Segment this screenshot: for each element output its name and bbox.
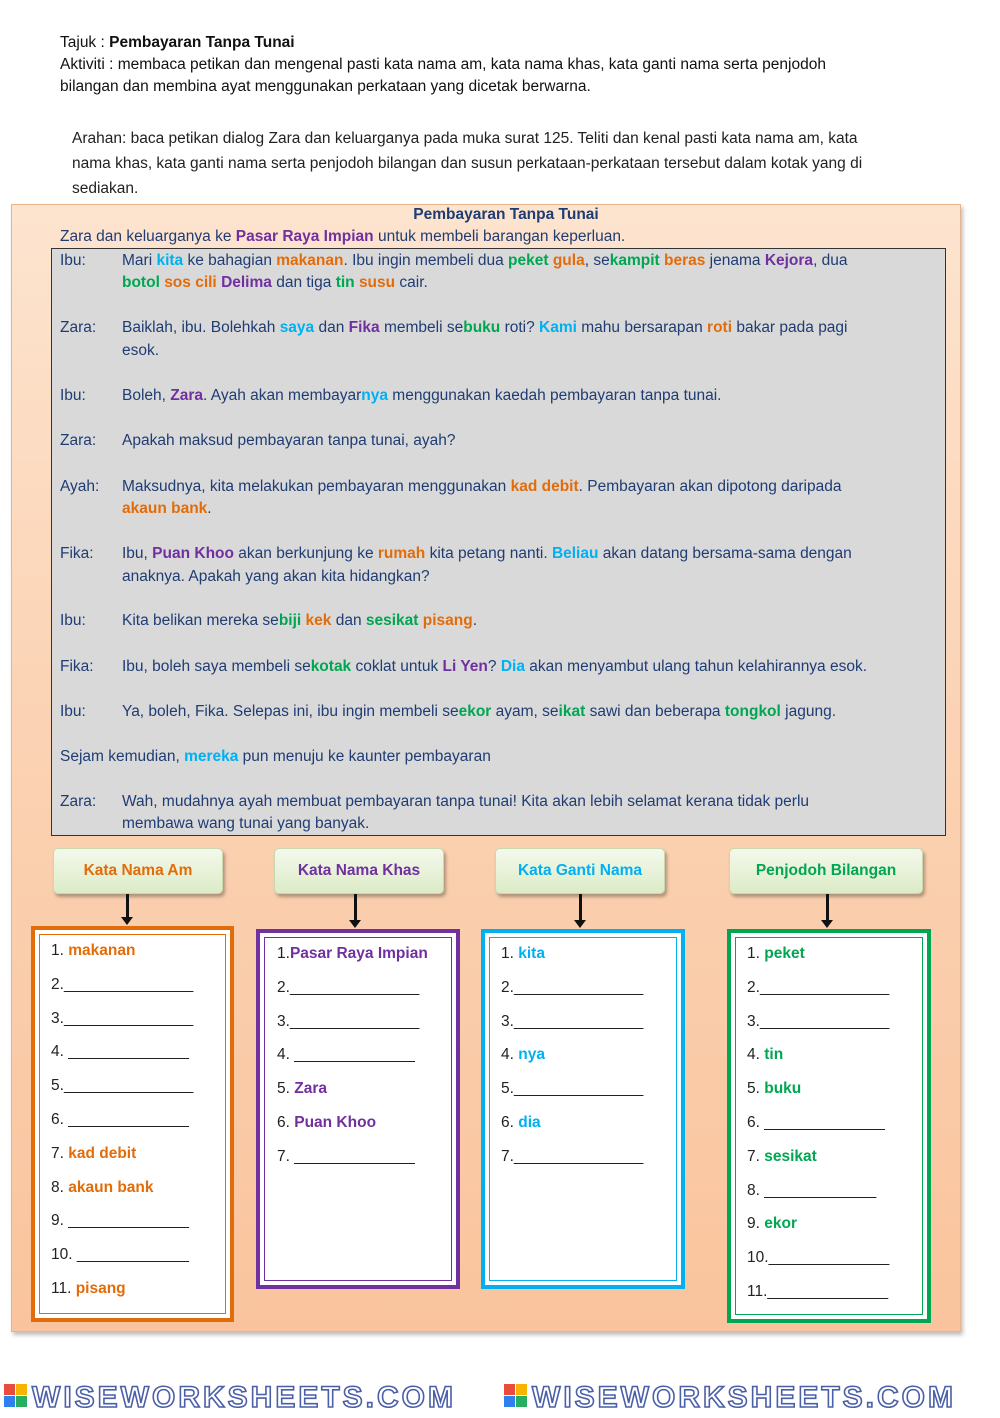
answer-blank: ______________: [68, 1043, 189, 1061]
item-number: 6.: [747, 1114, 765, 1131]
highlighted-word: saya: [279, 319, 315, 336]
word-list-item: [277, 1080, 327, 1098]
highlighted-word: Delima: [221, 274, 272, 291]
category-header-penjodoh-bilangan: Penjodoh Bilangan: [729, 848, 923, 894]
plain-text: Kita belikan mereka se: [122, 612, 279, 629]
category-header-kata-nama-khas: Kata Nama Khas: [274, 848, 444, 894]
answer-word: akaun bank: [68, 1178, 154, 1196]
highlighted-word: rumah: [377, 545, 426, 562]
word-list-item[interactable]: [501, 979, 643, 997]
word-list-item[interactable]: [51, 1043, 189, 1061]
dialog-line: [60, 566, 930, 588]
word-list-item[interactable]: [51, 976, 193, 994]
plain-text: dan: [331, 612, 366, 629]
plain-text: anaknya. Apakah yang akan kita hidangkan?: [122, 568, 430, 585]
dialog-line: [60, 543, 930, 565]
plain-text: , dua: [813, 252, 848, 269]
item-number: 5.: [501, 1080, 514, 1098]
item-number: 8.: [747, 1181, 765, 1199]
highlighted-word: buku: [463, 319, 501, 336]
word-list-item: [747, 1046, 783, 1064]
word-list-item[interactable]: [277, 1013, 419, 1031]
answer-blank: ______________: [764, 1114, 885, 1131]
item-number: 4.: [501, 1046, 519, 1064]
dialog-text: [122, 476, 930, 498]
answer-blank: _______________: [513, 1080, 644, 1098]
plain-text: Ya, boleh, Fika. Selepas ini, ibu ingin membeli se: [122, 703, 459, 720]
instruction-line-2: nama khas, kata ganti nama serta penjodoh bilangan dan susun perkataan-perkataan tersebut dalam kotak yang di: [72, 155, 863, 172]
highlighted-word: Zara: [170, 387, 204, 404]
item-number: 4.: [747, 1046, 765, 1064]
word-list-item: [51, 1145, 136, 1163]
word-list-item[interactable]: [501, 1148, 643, 1166]
item-number: 3.: [277, 1012, 290, 1030]
plain-text: .: [472, 612, 478, 629]
plain-text: cair.: [395, 274, 428, 291]
highlighted-word: Dia: [500, 658, 525, 675]
dialog-text: [122, 430, 930, 452]
plain-text: dan tiga: [271, 274, 336, 291]
title-line: [60, 32, 940, 54]
word-list-item[interactable]: [51, 1111, 189, 1129]
answer-blank: _______________: [513, 978, 644, 996]
item-number: 7.: [277, 1147, 295, 1165]
item-number: 5.: [277, 1080, 295, 1098]
highlighted-word: peket: [508, 252, 549, 269]
highlighted-word: kad debit: [510, 478, 579, 495]
answer-blank: _______________: [63, 1077, 194, 1095]
arrow-down-icon: [126, 894, 129, 918]
speaker-label: Fika:: [60, 545, 94, 562]
dialog-text: [122, 701, 930, 723]
plain-text: , se: [584, 252, 610, 269]
word-list-item[interactable]: [501, 1013, 643, 1031]
item-number: 3.: [501, 1012, 514, 1030]
item-number: 1.: [501, 945, 519, 962]
dialog-line: [60, 476, 930, 498]
plain-text: Boleh,: [122, 387, 171, 404]
highlighted-word: kotak: [310, 658, 352, 675]
dialog-line: [60, 746, 930, 768]
item-number: 11.: [51, 1280, 76, 1297]
highlighted-word: susu: [358, 274, 396, 291]
highlighted-word: roti: [707, 319, 733, 336]
page-title: Pembayaran Tanpa Tunai: [109, 34, 295, 51]
word-list-item[interactable]: [51, 1077, 193, 1095]
item-number: 4.: [51, 1043, 69, 1061]
item-number: 1.: [277, 945, 290, 962]
plain-text: menggunakan kaedah pembayaran tanpa tunai.: [387, 387, 722, 404]
plain-text: . Ibu ingin membeli dua: [343, 252, 509, 269]
dialog-text: [122, 813, 930, 835]
watermark-text-2: WISEWORKSHEETS.COM: [532, 1381, 957, 1413]
footer-watermark: [0, 1378, 1000, 1413]
passage-intro: Zara dan keluarganya ke Pasar Raya Impian untuk membeli barangan keperluan.: [60, 228, 626, 245]
passage-title: Pembayaran Tanpa Tunai: [413, 206, 599, 223]
dialog-line: [60, 701, 930, 723]
plain-text: akan datang bersama-sama dengan: [598, 545, 852, 562]
highlighted-word: kita: [156, 252, 184, 269]
highlighted-word: ekor: [458, 703, 492, 720]
word-list-item[interactable]: [501, 1080, 643, 1098]
item-number: 3.: [51, 1009, 64, 1027]
word-list-item: [747, 1080, 801, 1098]
aktiviti-line-1: Aktiviti : membaca petikan dan mengenal pasti kata nama am, kata nama khas, kata ganti nama serta penjodoh: [60, 56, 826, 73]
answer-blank: ______________: [294, 1147, 415, 1165]
item-number: 7.: [501, 1147, 514, 1165]
word-list-item: [51, 942, 135, 960]
answer-word: sesikat: [764, 1147, 817, 1165]
word-list-item: [747, 945, 805, 963]
dialog-text: [122, 385, 930, 407]
item-number: 9.: [747, 1215, 765, 1233]
logo-icon-right: [504, 1384, 527, 1407]
plain-text: sawi dan beberapa: [585, 703, 725, 720]
answer-blank: _______________: [289, 1012, 420, 1030]
answer-blank: _______________: [513, 1012, 644, 1030]
answer-word: kad debit: [68, 1144, 137, 1162]
word-list-item[interactable]: [277, 1046, 415, 1064]
plain-text: .: [207, 500, 212, 517]
word-list-item[interactable]: [51, 1212, 189, 1230]
aktiviti-line-2: bilangan dan membina ayat menggunakan perkataan yang dicetak berwarna.: [60, 78, 591, 95]
item-number: 6.: [277, 1114, 295, 1131]
answer-word: peket: [764, 945, 805, 962]
item-number: 7.: [747, 1147, 765, 1165]
dialog-line: [60, 385, 930, 407]
plain-text: Maksudnya, kita melakukan pembayaran menggunakan: [122, 478, 511, 495]
item-number: 10.: [51, 1246, 77, 1264]
answer-blank: _______________: [759, 978, 890, 996]
speaker-label: Fika:: [60, 658, 94, 675]
answer-word: Puan Khoo: [294, 1114, 377, 1131]
plain-text: akan berkunjung ke: [233, 545, 378, 562]
plain-text: . Ayah akan membayar: [203, 387, 362, 404]
dialog-line: [60, 791, 930, 813]
dialog-text: [122, 340, 930, 362]
item-number: 8.: [51, 1178, 69, 1196]
highlighted-word: ikat: [558, 703, 586, 720]
dialog-text: [122, 543, 930, 565]
word-list-item: [51, 1280, 126, 1298]
answer-blank: ______________: [68, 1111, 189, 1128]
dialog-line: [60, 656, 930, 678]
highlighted-word: biji: [278, 612, 302, 629]
word-list-item[interactable]: [747, 979, 889, 997]
item-number: 6.: [51, 1111, 69, 1128]
dialog-text: [122, 498, 930, 520]
dialog-text: [122, 272, 930, 294]
item-number: 5.: [747, 1080, 765, 1098]
word-list-item[interactable]: [51, 1246, 189, 1264]
answer-blank: _______________: [63, 1009, 194, 1027]
speaker-label: Ayah:: [60, 478, 100, 495]
plain-text: Sejam kemudian,: [60, 748, 185, 765]
answer-word: ekor: [764, 1215, 797, 1233]
plain-text: ayam, se: [491, 703, 559, 720]
answer-word: tin: [764, 1046, 784, 1064]
highlighted-word: Puan Khoo: [152, 545, 234, 562]
dialog-line: [60, 272, 930, 294]
item-number: 9.: [51, 1212, 69, 1230]
item-number: 7.: [51, 1144, 69, 1162]
plain-text: Apakah maksud pembayaran tanpa tunai, ayah?: [122, 432, 456, 449]
dialog-line: [60, 498, 930, 520]
word-list-item: [501, 945, 545, 963]
highlighted-word: kek: [305, 612, 332, 629]
answer-blank: _____________: [76, 1246, 189, 1264]
answer-blank: _____________: [764, 1181, 877, 1199]
dialog-line: [60, 317, 930, 339]
highlighted-word: makanan: [276, 252, 344, 269]
plain-text: esok.: [122, 342, 160, 359]
dialog-text: [122, 250, 930, 272]
answer-word: buku: [764, 1080, 802, 1098]
highlighted-word: Beliau: [551, 545, 599, 562]
speaker-label: Zara:: [60, 319, 97, 336]
plain-text: kita petang nanti.: [425, 545, 552, 562]
speaker-label: Ibu:: [60, 387, 86, 404]
item-number: 2.: [747, 978, 760, 996]
word-list-item: [501, 1046, 545, 1064]
answer-blank: _______________: [513, 1147, 644, 1165]
word-list-item[interactable]: [51, 1010, 193, 1028]
speaker-label: Zara:: [60, 793, 97, 810]
word-list-item: [51, 1179, 154, 1197]
speaker-label: Ibu:: [60, 703, 86, 720]
watermark-svg: [0, 1378, 1000, 1413]
plain-text: membeli se: [379, 319, 464, 336]
word-list-item[interactable]: [747, 1249, 889, 1267]
plain-text: jagung.: [780, 703, 837, 720]
instruction-line-1: Arahan: baca petikan dialog Zara dan keluarganya pada muka surat 125. Teliti dan kenal pasti kata nama am, kata: [72, 130, 858, 147]
word-list-item: [747, 1148, 817, 1166]
plain-text: mahu bersarapan: [576, 319, 708, 336]
item-number: 10.: [747, 1249, 769, 1267]
item-number: 3.: [747, 1012, 760, 1030]
header: [60, 32, 940, 98]
category-header-kata-ganti-nama: Kata Ganti Nama: [495, 848, 665, 894]
answer-blank: _______________: [63, 975, 194, 993]
arrow-down-icon: [826, 894, 829, 921]
word-list-item[interactable]: [277, 979, 419, 997]
item-number: 5.: [51, 1077, 64, 1095]
dialog-line: [60, 430, 930, 452]
item-number: 4.: [277, 1046, 295, 1064]
answer-word: makanan: [68, 942, 136, 959]
word-list-item: [501, 1114, 541, 1132]
highlighted-word: Kami: [539, 319, 577, 336]
highlighted-word: sos cili: [164, 274, 217, 291]
instruction: [72, 126, 942, 201]
watermark-text-1: WISEWORKSHEETS.COM: [32, 1381, 457, 1413]
highlighted-word: tin: [335, 274, 355, 291]
dialog-text: [60, 746, 930, 768]
plain-text: bakar pada pagi: [732, 319, 848, 336]
answer-blank: ______________: [768, 1249, 890, 1267]
plain-text: jenama: [705, 252, 765, 269]
answer-word: Zara: [294, 1080, 327, 1098]
answer-blank: ______________: [68, 1212, 189, 1230]
highlighted-word: tongkol: [724, 703, 781, 720]
item-number: 2.: [51, 975, 64, 993]
speaker-label: Ibu:: [60, 252, 86, 269]
word-list-item: [277, 945, 428, 963]
word-list-item[interactable]: [277, 1148, 415, 1166]
highlighted-word: Li Yen: [442, 658, 488, 675]
logo-icon-left: [4, 1384, 27, 1407]
tajuk-label: Tajuk :: [60, 34, 110, 51]
plain-text: Ibu, boleh saya membeli se: [122, 658, 311, 675]
item-number: 2.: [501, 978, 514, 996]
category-header-kata-nama-am: Kata Nama Am: [53, 848, 223, 894]
plain-text: ?: [487, 658, 501, 675]
plain-text: Wah, mudahnya ayah membuat pembayaran tanpa tunai! Kita akan lebih selamat kerana tidak perlu: [122, 793, 810, 810]
plain-text: dan: [314, 319, 349, 336]
word-list-item: [747, 1215, 797, 1233]
plain-text: Mari: [122, 252, 157, 269]
highlighted-word: Fika: [348, 319, 380, 336]
plain-text: roti?: [500, 319, 540, 336]
instruction-line-3: sediakan.: [72, 180, 139, 197]
dialog-text: [122, 566, 930, 588]
answer-blank: _______________: [759, 1012, 890, 1030]
arrow-down-icon: [579, 894, 582, 921]
answer-word: Pasar Raya Impian: [289, 945, 428, 962]
answer-blank: ______________: [767, 1283, 889, 1300]
highlighted-word: gula: [552, 252, 585, 269]
dialog-text: [122, 791, 930, 813]
dialog-line: [60, 250, 930, 272]
plain-text: ke bahagian: [183, 252, 277, 269]
plain-text: Baiklah, ibu. Bolehkah: [122, 319, 280, 336]
word-list-item[interactable]: [747, 1013, 889, 1031]
plain-text: membawa wang tunai yang banyak.: [122, 815, 370, 832]
item-number: 6.: [501, 1114, 519, 1131]
answer-word: kita: [518, 945, 545, 962]
answer-blank: ______________: [294, 1046, 415, 1064]
item-number: 1.: [747, 945, 765, 962]
dialog-line: [60, 813, 930, 835]
dialog-text: [122, 317, 930, 339]
item-number: 11.: [747, 1283, 768, 1300]
speaker-label: Zara:: [60, 432, 97, 449]
plain-text: . Pembayaran akan dipotong daripada: [578, 478, 842, 495]
plain-text: pun menuju ke kaunter pembayaran: [238, 748, 491, 765]
word-list-item[interactable]: [747, 1114, 885, 1132]
highlighted-word: mereka: [184, 748, 239, 765]
highlighted-word: kampit: [609, 252, 660, 269]
dialog-line: [60, 340, 930, 362]
word-list-item: [277, 1114, 376, 1132]
highlighted-word: beras: [663, 252, 706, 269]
word-list-item[interactable]: [747, 1283, 888, 1301]
word-list-item[interactable]: [747, 1182, 876, 1200]
answer-word: nya: [518, 1046, 545, 1064]
highlighted-word: botol: [122, 274, 160, 291]
answer-word: pisang: [75, 1280, 126, 1297]
dialog-text: [122, 610, 930, 632]
highlighted-word: pisang: [422, 612, 473, 629]
plain-text: coklat untuk: [351, 658, 443, 675]
answer-word: dia: [518, 1114, 541, 1131]
highlighted-word: sesikat: [365, 612, 419, 629]
dialog-text: [122, 656, 930, 678]
highlighted-word: Kejora: [764, 252, 814, 269]
plain-text: Ibu,: [122, 545, 153, 562]
speaker-label: Ibu:: [60, 612, 86, 629]
highlighted-word: akaun bank: [122, 500, 208, 517]
arrow-down-icon: [354, 894, 357, 921]
plain-text: akan menyambut ulang tahun kelahirannya esok.: [524, 658, 868, 675]
dialog-line: [60, 610, 930, 632]
item-number: 1.: [51, 942, 69, 959]
highlighted-word: nya: [361, 387, 388, 404]
item-number: 2.: [277, 978, 290, 996]
answer-blank: _______________: [289, 978, 420, 996]
